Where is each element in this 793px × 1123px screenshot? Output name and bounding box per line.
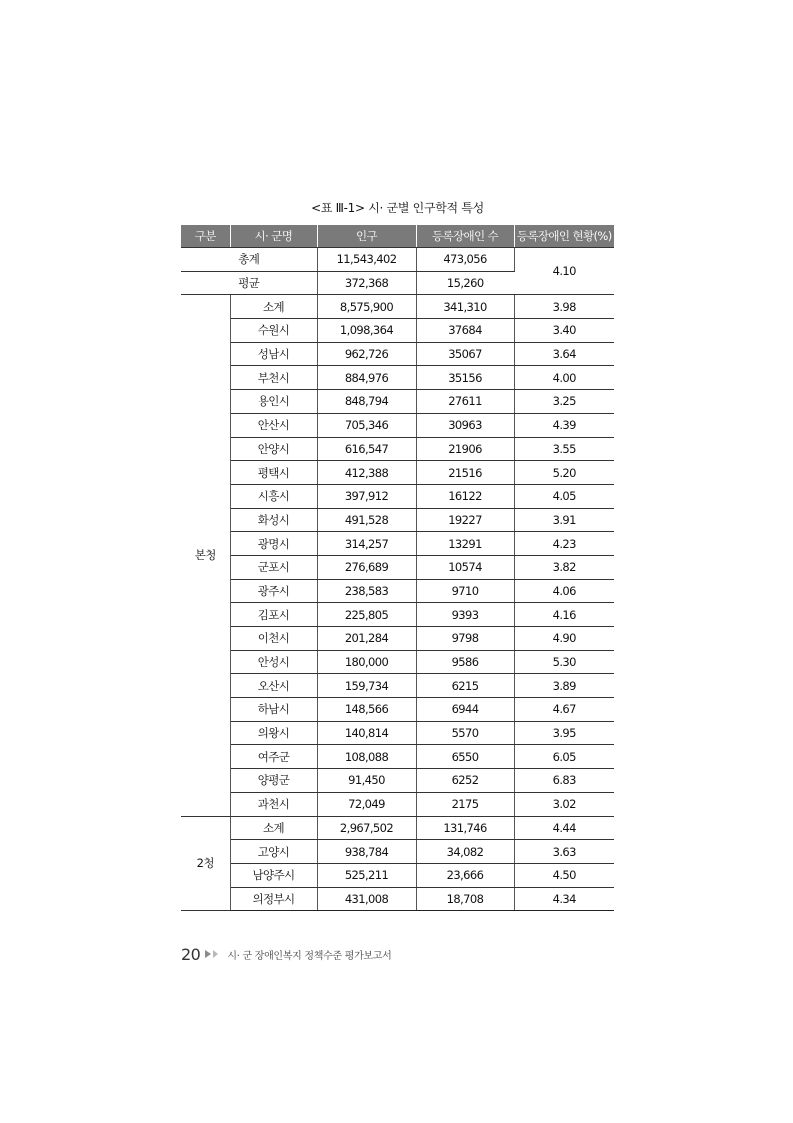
population-cell: 705,346 (317, 413, 416, 437)
disabled-ratio-cell: 4.00 (514, 366, 614, 390)
registered-disabled-cell: 9710 (416, 579, 514, 603)
registered-disabled-cell: 6252 (416, 769, 514, 793)
summary-row-total (181, 248, 614, 272)
average-population: 372,368 (317, 271, 416, 295)
registered-disabled-cell: 27611 (416, 390, 514, 414)
city-name-cell: 수원시 (230, 319, 317, 343)
city-name-cell: 안성시 (230, 650, 317, 674)
disabled-ratio-cell: 5.20 (514, 461, 614, 485)
population-cell: 848,794 (317, 390, 416, 414)
disabled-ratio-cell: 4.06 (514, 579, 614, 603)
table-row (181, 461, 614, 485)
population-cell: 1,098,364 (317, 319, 416, 343)
total-label: 총계 (181, 248, 317, 272)
city-name-cell: 성남시 (230, 342, 317, 366)
header-category: 구분 (181, 225, 230, 248)
population-cell: 491,528 (317, 508, 416, 532)
page-footer (181, 942, 392, 966)
population-cell: 431,008 (317, 887, 416, 911)
total-population: 11,543,402 (317, 248, 416, 272)
disabled-ratio-cell: 4.39 (514, 413, 614, 437)
total-disabled: 473,056 (416, 248, 514, 272)
table-body (181, 248, 614, 911)
disabled-ratio-cell: 6.05 (514, 745, 614, 769)
table-row (181, 555, 614, 579)
group-label: 2청 (181, 816, 230, 911)
city-name-cell: 양평군 (230, 769, 317, 793)
table-row (181, 721, 614, 745)
city-name-cell: 평택시 (230, 461, 317, 485)
city-name-cell: 이천시 (230, 627, 317, 651)
city-name-cell: 남양주시 (230, 863, 317, 887)
city-name-cell: 군포시 (230, 555, 317, 579)
disabled-ratio-cell: 4.34 (514, 887, 614, 911)
registered-disabled-cell: 9393 (416, 603, 514, 627)
disabled-ratio-cell: 3.82 (514, 555, 614, 579)
registered-disabled-cell: 34,082 (416, 840, 514, 864)
population-cell: 238,583 (317, 579, 416, 603)
table-row (181, 437, 614, 461)
registered-disabled-cell: 5570 (416, 721, 514, 745)
city-name-cell: 안산시 (230, 413, 317, 437)
disabled-ratio-cell: 3.02 (514, 792, 614, 816)
header-registered-disabled: 등록장애인 수 (416, 225, 514, 248)
population-cell: 314,257 (317, 532, 416, 556)
header-city-name: 시· 군명 (230, 225, 317, 248)
average-label: 평균 (181, 271, 317, 295)
table-row (181, 508, 614, 532)
population-cell: 412,388 (317, 461, 416, 485)
population-cell: 616,547 (317, 437, 416, 461)
disabled-ratio-cell: 4.50 (514, 863, 614, 887)
registered-disabled-cell: 21516 (416, 461, 514, 485)
population-cell: 962,726 (317, 342, 416, 366)
disabled-ratio-cell: 4.67 (514, 698, 614, 722)
disabled-ratio-cell: 4.05 (514, 484, 614, 508)
table-row (181, 390, 614, 414)
disabled-ratio-cell: 5.30 (514, 650, 614, 674)
table-row (181, 295, 614, 319)
table-row (181, 342, 614, 366)
disabled-ratio-cell: 3.63 (514, 840, 614, 864)
disabled-ratio-cell: 6.83 (514, 769, 614, 793)
table-row (181, 366, 614, 390)
table-header (181, 225, 614, 248)
table-row (181, 413, 614, 437)
registered-disabled-cell: 19227 (416, 508, 514, 532)
disabled-ratio-cell: 3.55 (514, 437, 614, 461)
average-disabled: 15,260 (416, 271, 514, 295)
registered-disabled-cell: 9586 (416, 650, 514, 674)
table-row (181, 579, 614, 603)
population-cell: 225,805 (317, 603, 416, 627)
table-row (181, 745, 614, 769)
double-arrow-icon (205, 950, 220, 958)
table-row (181, 698, 614, 722)
registered-disabled-cell: 10574 (416, 555, 514, 579)
table-row (181, 816, 614, 840)
city-name-cell: 시흥시 (230, 484, 317, 508)
registered-disabled-cell: 6215 (416, 674, 514, 698)
table-row (181, 484, 614, 508)
city-name-cell: 광주시 (230, 579, 317, 603)
registered-disabled-cell: 16122 (416, 484, 514, 508)
registered-disabled-cell: 341,310 (416, 295, 514, 319)
registered-disabled-cell: 35067 (416, 342, 514, 366)
table-row (181, 603, 614, 627)
registered-disabled-cell: 37684 (416, 319, 514, 343)
table-row (181, 863, 614, 887)
city-name-cell: 김포시 (230, 603, 317, 627)
city-name-cell: 용인시 (230, 390, 317, 414)
table-row (181, 769, 614, 793)
table-row (181, 887, 614, 911)
registered-disabled-cell: 6550 (416, 745, 514, 769)
registered-disabled-cell: 35156 (416, 366, 514, 390)
table-row (181, 319, 614, 343)
group-label: 본청 (181, 295, 230, 816)
population-cell: 884,976 (317, 366, 416, 390)
summary-ratio: 4.10 (514, 248, 614, 295)
disabled-ratio-cell: 3.25 (514, 390, 614, 414)
table-row (181, 532, 614, 556)
table-row (181, 627, 614, 651)
city-name-cell: 여주군 (230, 745, 317, 769)
city-name-cell: 하남시 (230, 698, 317, 722)
city-name-cell: 고양시 (230, 840, 317, 864)
population-cell: 276,689 (317, 555, 416, 579)
city-name-cell: 소계 (230, 295, 317, 319)
disabled-ratio-cell: 3.95 (514, 721, 614, 745)
report-title: 시· 군 장애인복지 정책수준 평가보고서 (227, 950, 392, 962)
registered-disabled-cell: 2175 (416, 792, 514, 816)
table-row (181, 674, 614, 698)
registered-disabled-cell: 30963 (416, 413, 514, 437)
disabled-ratio-cell: 4.16 (514, 603, 614, 627)
population-cell: 159,734 (317, 674, 416, 698)
population-cell: 148,566 (317, 698, 416, 722)
disabled-ratio-cell: 3.98 (514, 295, 614, 319)
city-name-cell: 광명시 (230, 532, 317, 556)
disabled-ratio-cell: 4.44 (514, 816, 614, 840)
population-cell: 8,575,900 (317, 295, 416, 319)
disabled-ratio-cell: 4.23 (514, 532, 614, 556)
header-population: 인구 (317, 225, 416, 248)
registered-disabled-cell: 6944 (416, 698, 514, 722)
registered-disabled-cell: 23,666 (416, 863, 514, 887)
table-row (181, 650, 614, 674)
table-row (181, 840, 614, 864)
city-name-cell: 과천시 (230, 792, 317, 816)
city-name-cell: 안양시 (230, 437, 317, 461)
registered-disabled-cell: 131,746 (416, 816, 514, 840)
disabled-ratio-cell: 3.40 (514, 319, 614, 343)
city-name-cell: 오산시 (230, 674, 317, 698)
city-name-cell: 화성시 (230, 508, 317, 532)
table-row (181, 792, 614, 816)
city-name-cell: 의왕시 (230, 721, 317, 745)
header-disabled-ratio: 등록장애인 현황(%) (514, 225, 614, 248)
registered-disabled-cell: 21906 (416, 437, 514, 461)
population-cell: 91,450 (317, 769, 416, 793)
disabled-ratio-cell: 4.90 (514, 627, 614, 651)
disabled-ratio-cell: 3.91 (514, 508, 614, 532)
population-cell: 201,284 (317, 627, 416, 651)
population-cell: 108,088 (317, 745, 416, 769)
population-cell: 938,784 (317, 840, 416, 864)
city-name-cell: 의정부시 (230, 887, 317, 911)
registered-disabled-cell: 18,708 (416, 887, 514, 911)
registered-disabled-cell: 9798 (416, 627, 514, 651)
population-cell: 180,000 (317, 650, 416, 674)
disabled-ratio-cell: 3.64 (514, 342, 614, 366)
population-cell: 140,814 (317, 721, 416, 745)
population-cell: 397,912 (317, 484, 416, 508)
registered-disabled-cell: 13291 (416, 532, 514, 556)
city-name-cell: 부천시 (230, 366, 317, 390)
city-name-cell: 소계 (230, 816, 317, 840)
table-caption: <표 Ⅲ-1> 시· 군별 인구학적 특성 (311, 201, 484, 215)
population-table (181, 225, 614, 911)
disabled-ratio-cell: 3.89 (514, 674, 614, 698)
page-number: 20 (181, 944, 201, 964)
population-cell: 72,049 (317, 792, 416, 816)
population-cell: 525,211 (317, 863, 416, 887)
population-cell: 2,967,502 (317, 816, 416, 840)
